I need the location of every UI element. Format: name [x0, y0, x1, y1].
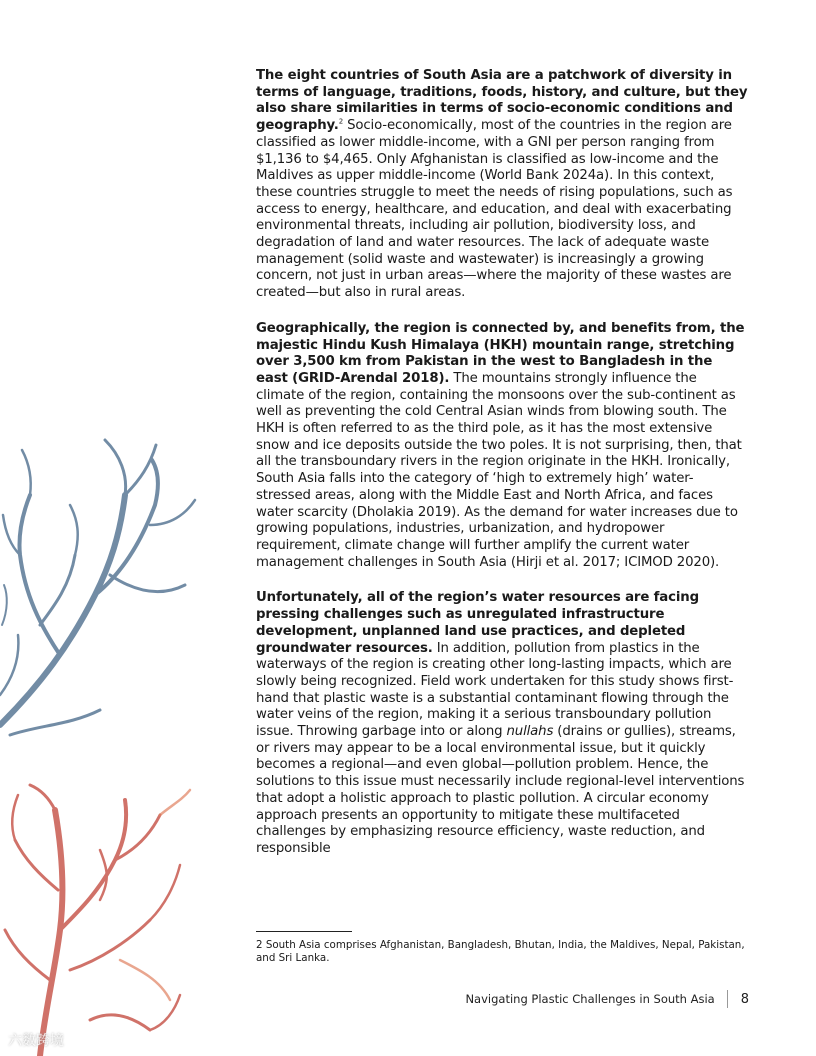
paragraph-hkh-geography [256, 321, 748, 572]
paragraph-body: In addition, pollution from plastics in the waterways of the region is creating other long-lasting impacts, which are slowly being recognized. Field work undertaken for this study shows first-hand that plastic waste is a substantial contaminant flowing through the water veins of the region, making it a serious transboundary pollution issue. Throwing garbage into or along [256, 640, 734, 740]
paragraph-south-asia-diversity [256, 68, 748, 302]
paragraph-water-resources [256, 590, 748, 857]
red-coral-illustration [0, 780, 200, 1056]
paragraph-lead-bold: Geographically, the region is connected by, and benefits from, the majestic Hindu Kush Himalaya (HKH) mountain range, stretching over 3,500 km from Pakistan in the west to Bangladesh in the east (GRID-Arendal 2018). [256, 320, 745, 386]
paragraph-body-continued: (drains or gullies), streams, or rivers may appear to be a local environmental issue, but it quickly becomes a regional—and even global—pollution problem. Hence, the solutions to this issue must necessarily include regional-level interventions that adopt a holistic approach to plastic pollution. A circular economy approach presents an opportunity to mitigate these multifaceted challenges by emphasizing resource efficiency, waste reduction, and responsible [256, 724, 745, 856]
footnote-divider [256, 931, 352, 932]
footer-title: Navigating Plastic Challenges in South Asia [465, 992, 715, 1006]
page-number: 8 [740, 991, 749, 1007]
footnote-reference[interactable]: 2 [338, 117, 344, 126]
footnote: 2 South Asia comprises Afghanistan, Bangladesh, Bhutan, India, the Maldives, Nepal, Pakistan, and Sri Lanka. [256, 939, 745, 964]
watermark: 六数跨境 [8, 1033, 64, 1049]
paragraph-body: The mountains strongly influence the climate of the region, containing the monsoons over the sub-continent as well as preventing the cold Central Asian winds from blowing south. The HKH is often referred to as the third pole, as it has the most extensive snow and ice deposits outside the two poles. It is not surprising, then, that all the transboundary rivers in the region originate in the HKH. Ironically, South Asia falls into the category of ‘high to extremely high’ water-stressed areas, along with the Middle East and North Africa, and faces water scarcity (Dholakia 2019). As the demand for water increases due to growing populations, industries, urbanization, and hydropower requirement, climate change will further amplify the current water management challenges in South Asia (Hirji et al. 2017; ICIMOD 2020). [256, 370, 742, 570]
main-text-column [256, 68, 748, 877]
paragraph-body: Socio-economically, most of the countries in the region are classified as lower middle-income, with a GNI per person ranging from $1,136 to $4,465. Only Afghanistan is classified as low-income and the Maldives as upper middle-income (World Bank 2024a). In this context, these countries struggle to meet the needs of rising populations, such as access to energy, healthcare, and education, and deal with exacerbating environmental threats, including air pollution, biodiversity loss, and degradation of land and water resources. The lack of adequate waste management (solid waste and wastewater) is increasingly a growing concern, not just in urban areas—where the majority of these wastes are created—but also in rural areas. [256, 118, 733, 301]
italic-term: nullahs [506, 724, 554, 740]
blue-coral-illustration [0, 425, 200, 755]
paragraph-lead-bold: The eight countries of South Asia are a patchwork of diversity in terms of language, traditions, foods, history, and culture, but they also share similarities in terms of socio-economic conditions and geography. [256, 68, 748, 134]
paragraph-lead-bold: Unfortunately, all of the region’s water resources are facing pressing challenges such as unregulated infrastructure development, unplanned land use practices, and depleted groundwater resources. [256, 590, 699, 656]
footer-separator [727, 990, 728, 1008]
page-footer [465, 990, 749, 1008]
